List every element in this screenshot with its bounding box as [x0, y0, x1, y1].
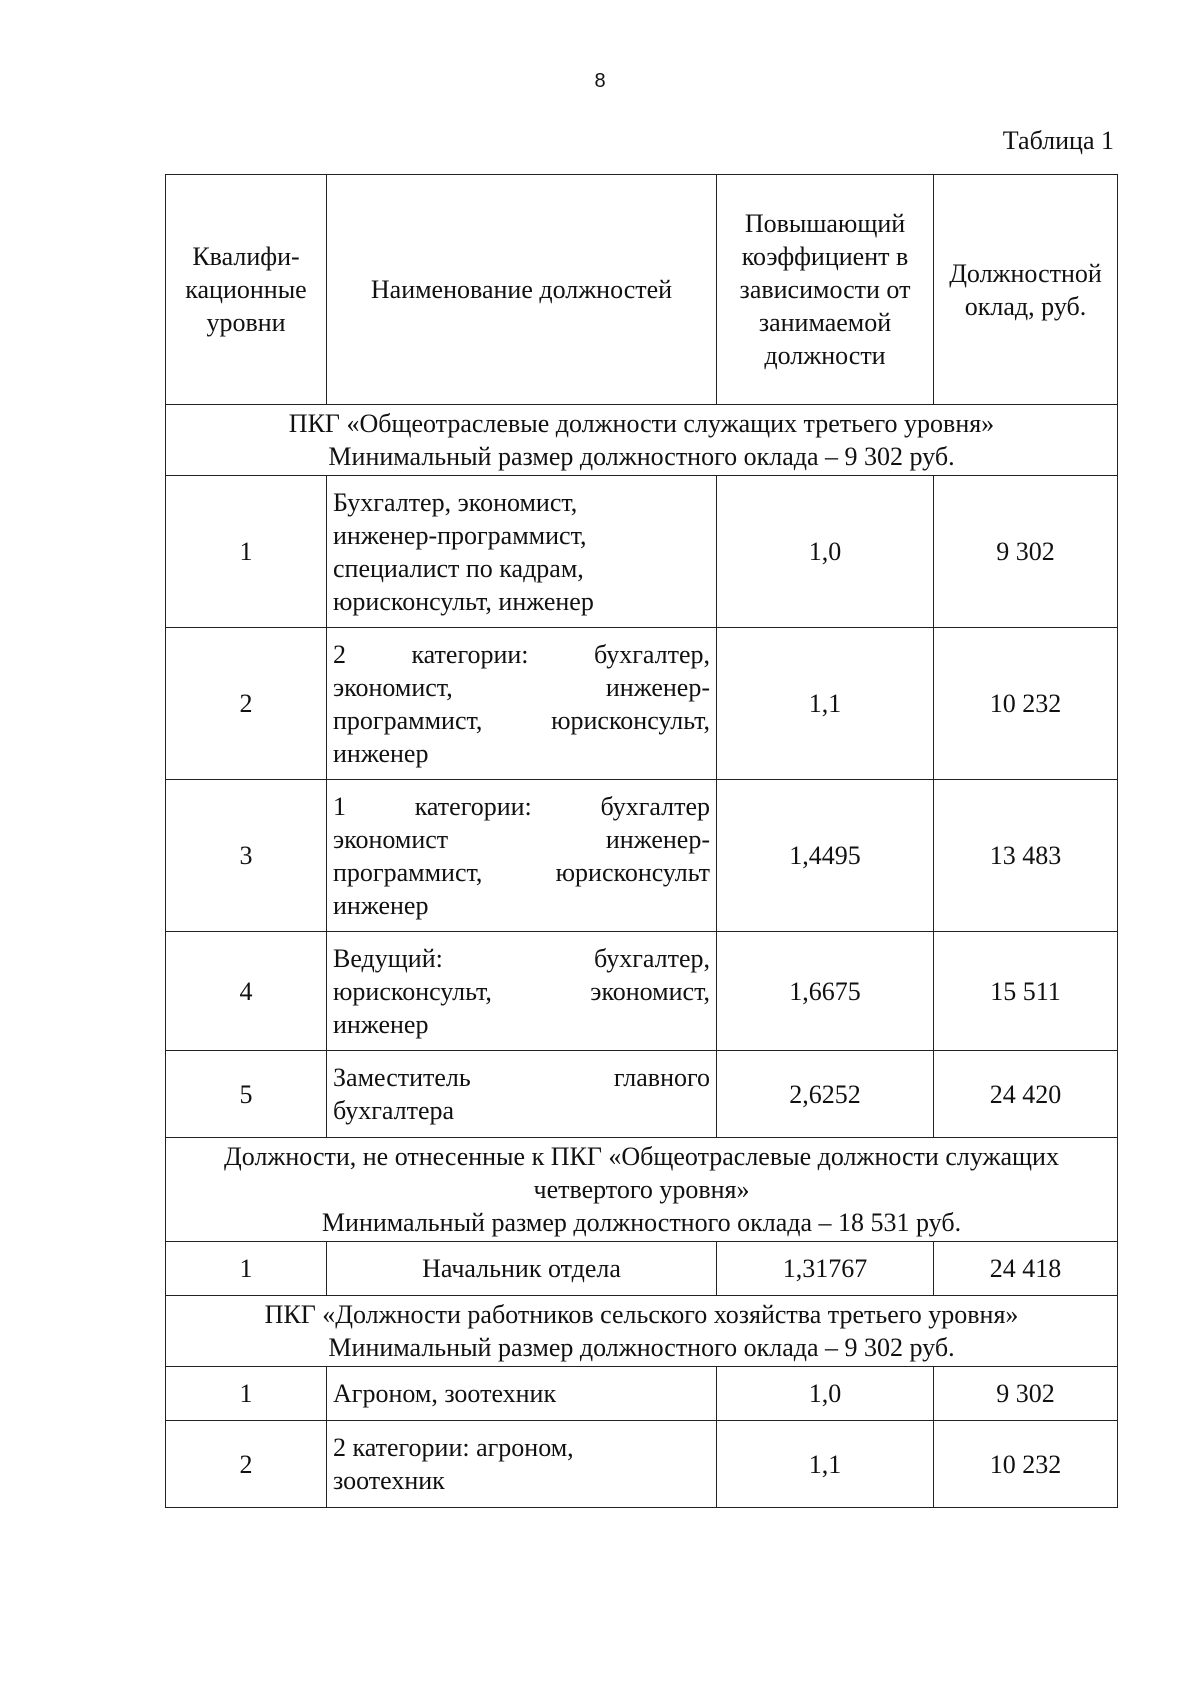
position-name-cell: Агроном, зоотехник — [327, 1367, 717, 1421]
table-row — [166, 932, 1118, 1051]
coefficient-cell: 1,0 — [717, 1367, 934, 1421]
header-salary: Должностной оклад, руб. — [934, 175, 1118, 405]
section-title-row — [166, 405, 1118, 476]
section-title: ПКГ «Общеотраслевые должности служащих третьего уровня» Минимальный размер должностного оклада – 9 302 руб. — [166, 405, 1118, 476]
level-cell: 1 — [166, 1367, 327, 1421]
level-cell: 3 — [166, 780, 327, 932]
position-name-cell: Бухгалтер, экономист, инженер-программист, специалист по кадрам, юрисконсульт, инженер — [327, 476, 717, 628]
section-title-row — [166, 1296, 1118, 1367]
salary-cell: 9 302 — [934, 476, 1118, 628]
position-name-cell: Начальник отдела — [327, 1242, 717, 1296]
level-cell: 2 — [166, 628, 327, 780]
salary-cell: 24 420 — [934, 1051, 1118, 1138]
header-level: Квалифи- кационные уровни — [166, 175, 327, 405]
section-title: ПКГ «Должности работников сельского хозяйства третьего уровня» Минимальный размер должностного оклада – 9 302 руб. — [166, 1296, 1118, 1367]
coefficient-cell: 1,1 — [717, 1421, 934, 1508]
table-row — [166, 628, 1118, 780]
salary-cell: 24 418 — [934, 1242, 1118, 1296]
level-cell: 1 — [166, 1242, 327, 1296]
table-header-row — [166, 175, 1118, 405]
salary-cell: 13 483 — [934, 780, 1118, 932]
coefficient-cell: 2,6252 — [717, 1051, 934, 1138]
position-name-cell: 2 категории: бухгалтер, экономист, инженер- программист, юрисконсульт, инженер — [327, 628, 717, 780]
position-name-cell: 2 категории: агроном, зоотехник — [327, 1421, 717, 1508]
coefficient-cell: 1,4495 — [717, 780, 934, 932]
header-coefficient: Повышающий коэффициент в зависимости от занимаемой должности — [717, 175, 934, 405]
table-row — [166, 1421, 1118, 1508]
position-name-cell: 1 категории: бухгалтер экономист инженер- программист, юрисконсульт инженер — [327, 780, 717, 932]
salary-table — [165, 174, 1118, 1508]
page-number: 8 — [594, 70, 606, 92]
table-caption: Таблица 1 — [1002, 126, 1114, 155]
table-row — [166, 1367, 1118, 1421]
level-cell: 4 — [166, 932, 327, 1051]
table-row — [166, 476, 1118, 628]
table-row — [166, 1051, 1118, 1138]
position-name-cell: Заместитель главного бухгалтера — [327, 1051, 717, 1138]
header-name: Наименование должностей — [327, 175, 717, 405]
table-row — [166, 1242, 1118, 1296]
coefficient-cell: 1,31767 — [717, 1242, 934, 1296]
coefficient-cell: 1,0 — [717, 476, 934, 628]
table-row — [166, 780, 1118, 932]
salary-cell: 10 232 — [934, 628, 1118, 780]
position-name-cell: Ведущий: бухгалтер, юрисконсульт, экономист, инженер — [327, 932, 717, 1051]
section-title: Должности, не отнесенные к ПКГ «Общеотраслевые должности служащих четвертого уровня» Минимальный размер должностного оклада – 18 531 руб. — [166, 1138, 1118, 1242]
level-cell: 1 — [166, 476, 327, 628]
section-title-row — [166, 1138, 1118, 1242]
salary-cell: 10 232 — [934, 1421, 1118, 1508]
salary-cell: 15 511 — [934, 932, 1118, 1051]
salary-cell: 9 302 — [934, 1367, 1118, 1421]
level-cell: 5 — [166, 1051, 327, 1138]
coefficient-cell: 1,6675 — [717, 932, 934, 1051]
coefficient-cell: 1,1 — [717, 628, 934, 780]
level-cell: 2 — [166, 1421, 327, 1508]
